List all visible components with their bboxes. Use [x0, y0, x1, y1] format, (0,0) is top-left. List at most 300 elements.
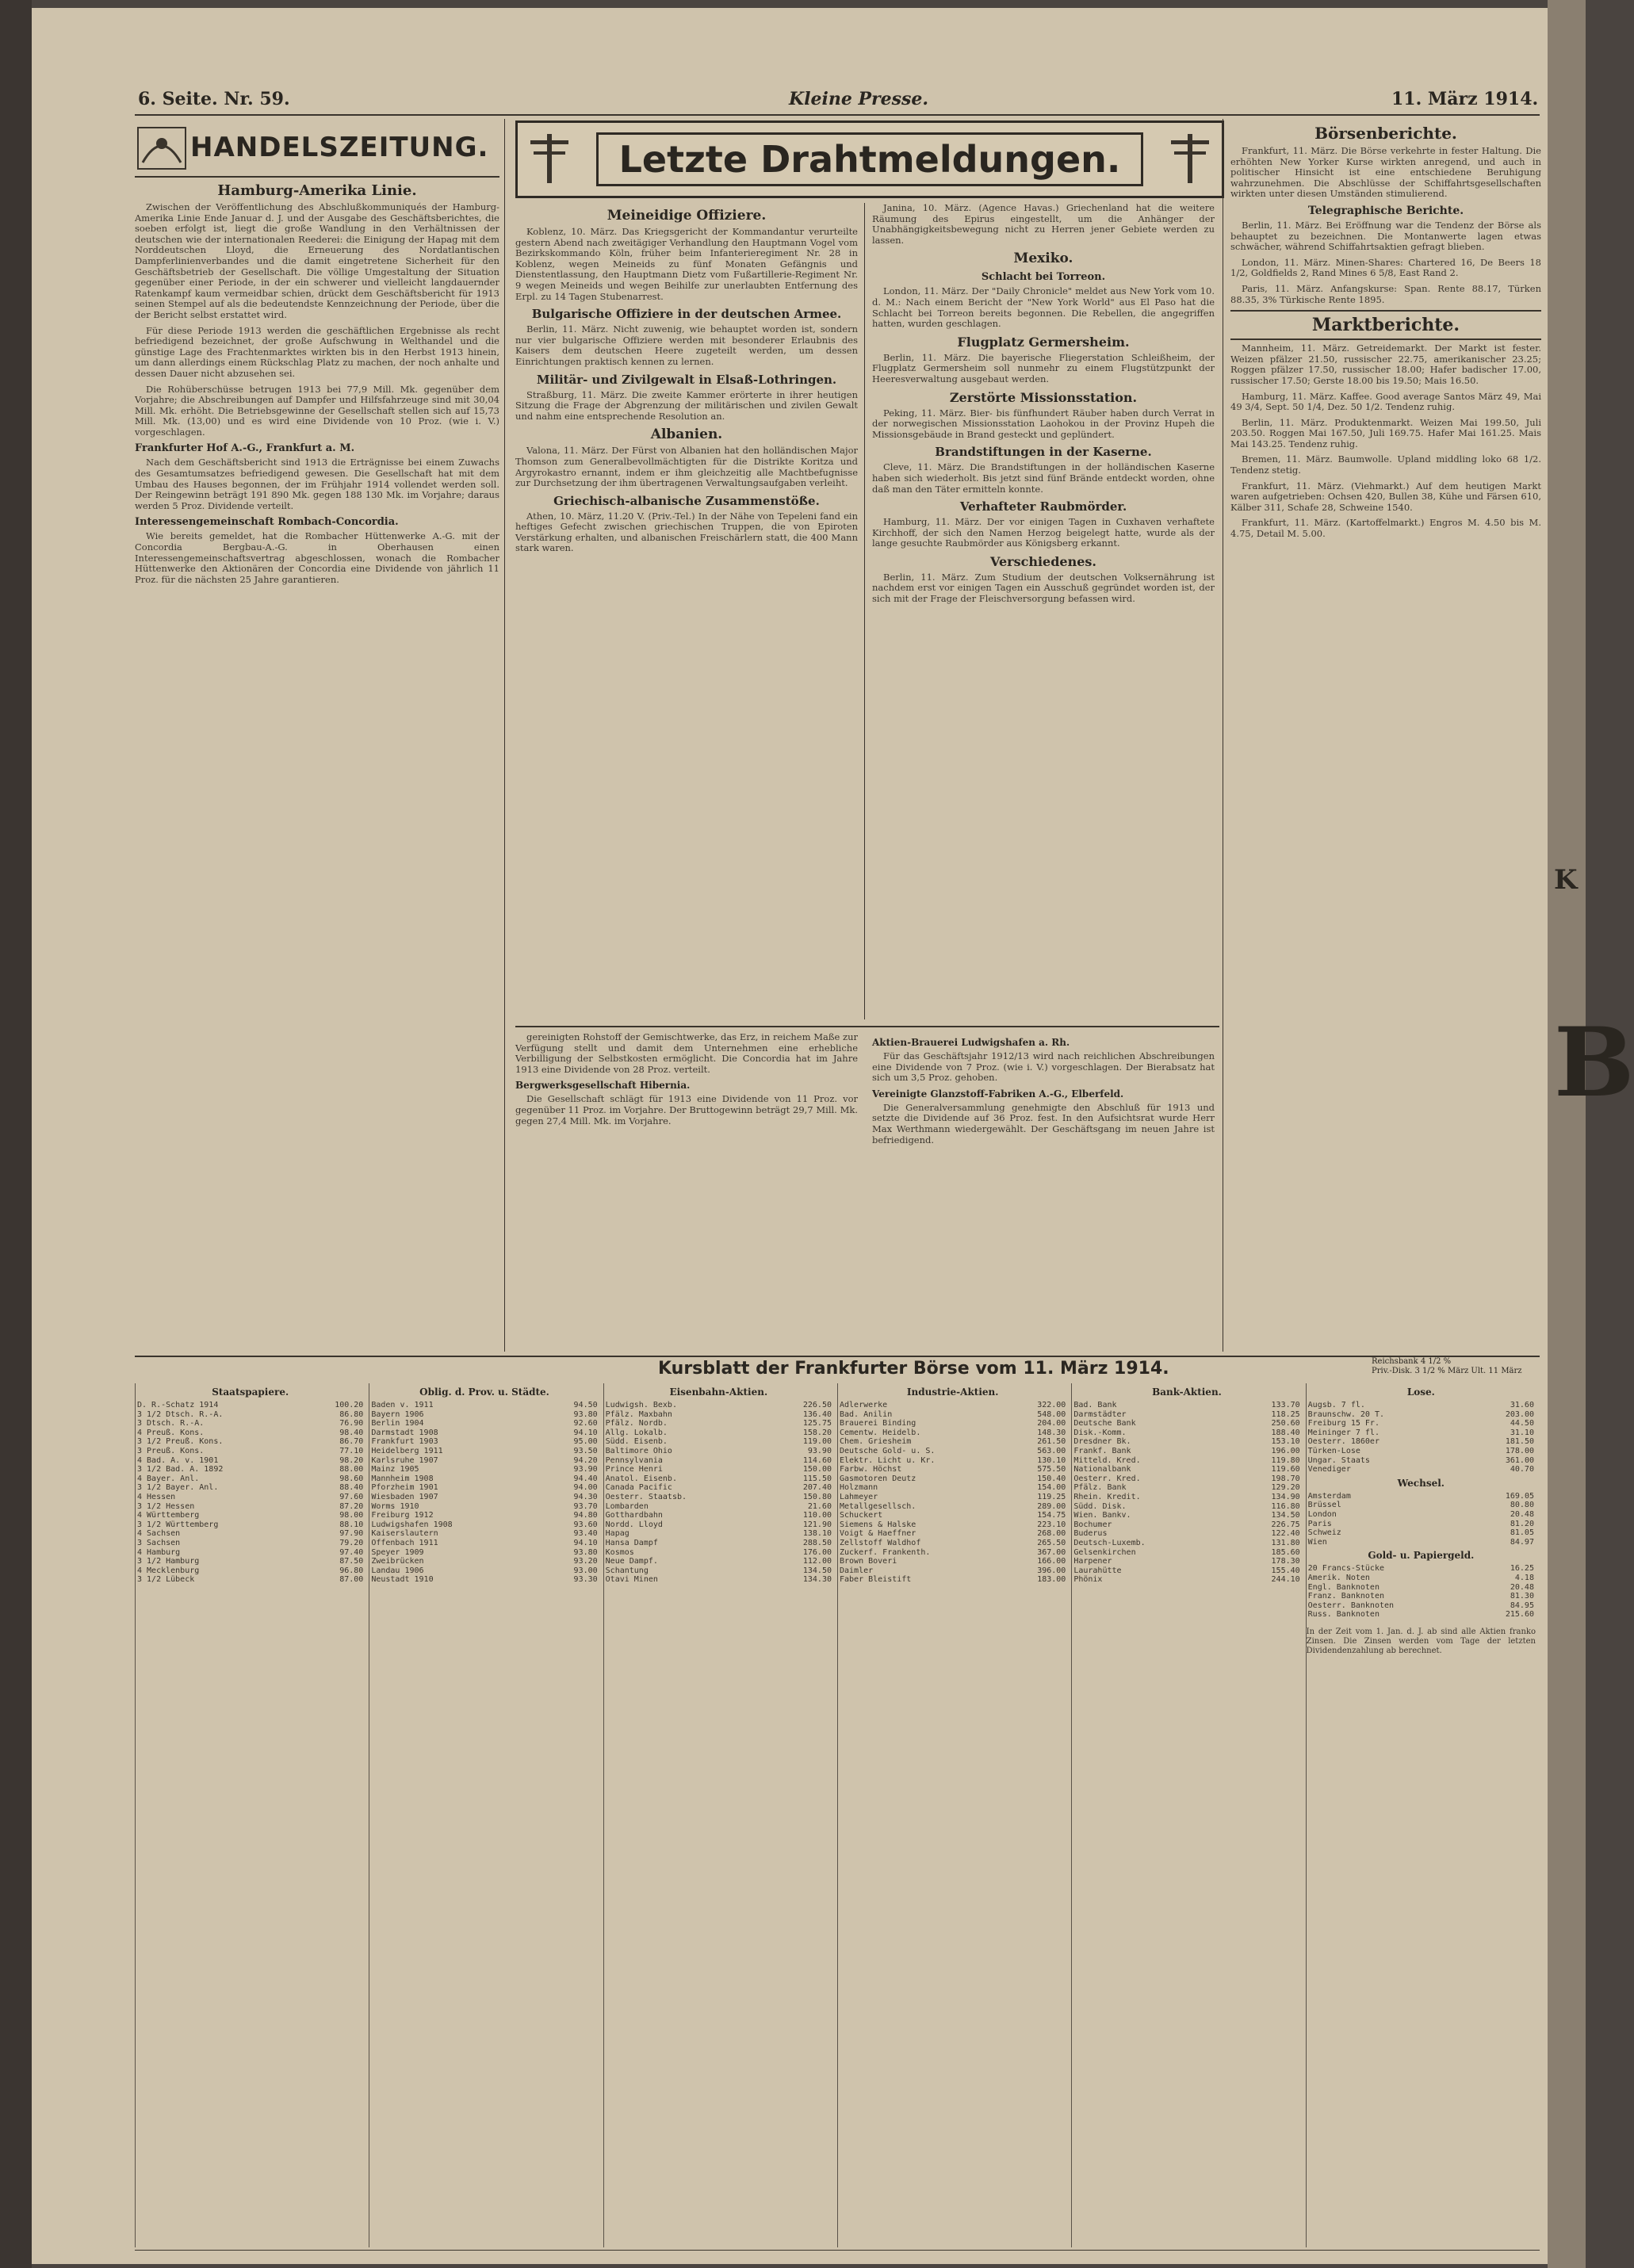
table-row — [369, 1465, 599, 1474]
column-drahtmeldungen-2 — [872, 203, 1215, 1019]
security-name: 3 Sachsen — [137, 1538, 181, 1547]
security-price: 176.00 — [802, 1547, 832, 1557]
article-body — [515, 324, 858, 367]
security-price: 86.70 — [339, 1437, 364, 1447]
security-name: Cementw. Heidelb. — [840, 1428, 921, 1437]
table-row — [1307, 1520, 1536, 1529]
table-row — [604, 1575, 833, 1585]
table-row — [136, 1539, 365, 1548]
security-price: 131.80 — [1271, 1538, 1300, 1547]
security-name: D. R.-Schatz 1914 — [137, 1401, 219, 1409]
security-price: 288.50 — [802, 1538, 832, 1547]
table-row — [604, 1428, 833, 1438]
table-row — [838, 1465, 1067, 1474]
table-row — [604, 1557, 833, 1566]
security-price: 81.20 — [1510, 1519, 1534, 1528]
security-name: Gasmotoren Deutz — [840, 1474, 916, 1483]
paragraph: Straßburg, 11. März. Die zweite Kammer erörterte in ihrer heutigen Sitzung die Frage der Abgrenzung der militärischen und zivilen Gewalt und nahm eine entsprechende Resolution an. — [515, 388, 858, 422]
kursblatt-column — [1306, 1383, 1536, 2247]
table-row — [369, 1483, 599, 1493]
security-price: 138.10 — [802, 1529, 832, 1539]
table-row — [369, 1548, 599, 1558]
security-price: 121.90 — [802, 1520, 832, 1529]
security-price: 125.75 — [802, 1419, 832, 1428]
security-price: 134.30 — [802, 1575, 832, 1585]
security-name: 4 Bad. A. v. 1901 — [137, 1455, 219, 1465]
table-row — [838, 1529, 1067, 1539]
facing-page-letter: K — [1554, 864, 1578, 896]
table-row — [604, 1520, 833, 1530]
table-row — [604, 1456, 833, 1466]
paragraph: Für diese Periode 1913 werden die geschäftlichen Ergebnisse als recht befriedigend bezeichnet, der große Aufschwung in Welthandel und die günstige Lage des Frachtenmarktes wirkten bis in den Herbst 1913 hinein, um dann allerdings einem Rückschlag Platz zu machen, der noch anhalte und dessen Dauer nicht abzusehen sei. — [135, 324, 499, 379]
table-row — [838, 1557, 1067, 1566]
table-row — [369, 1557, 599, 1566]
table-row — [838, 1566, 1067, 1576]
security-name: Oesterr. Staatsb. — [605, 1492, 687, 1501]
table-row — [604, 1465, 833, 1474]
table-row — [1307, 1456, 1536, 1466]
security-name: Braunschw. 20 T. — [1307, 1409, 1384, 1419]
security-price: 119.25 — [1037, 1492, 1066, 1501]
table-row — [136, 1428, 365, 1438]
security-price: 226.50 — [802, 1401, 832, 1409]
security-name: Südd. Disk. — [1073, 1501, 1127, 1511]
security-price: 136.40 — [802, 1409, 832, 1419]
kursblatt-column-title: Wechsel. — [1397, 1477, 1445, 1489]
security-name: Darmstädter — [1073, 1409, 1127, 1419]
security-name: 3 Dtsch. R.-A. — [137, 1419, 205, 1428]
security-price: 268.00 — [1037, 1529, 1066, 1539]
security-name: Pennsylvania — [605, 1455, 663, 1465]
security-price: 322.00 — [1037, 1401, 1066, 1409]
security-price: 87.50 — [339, 1557, 364, 1566]
paragraph: Die Gesellschaft schlägt für 1913 eine Dividende von 11 Proz. vor gegenüber 11 Proz. im Vorjahre. Der Bruttogewinn beträgt 29,7 Mill. Mk. gegen 27,4 Mill. Mk. im Vorjahre. — [515, 1093, 858, 1126]
security-price: 93.60 — [573, 1520, 598, 1529]
kursblatt-table — [136, 1401, 365, 1585]
security-name: Freiburg 15 Fr. — [1307, 1419, 1380, 1428]
newspaper-name: Kleine Presse. — [789, 89, 929, 109]
table-row — [1072, 1557, 1301, 1566]
article-body — [1230, 343, 1541, 540]
section-rule — [515, 1026, 1219, 1027]
table-row — [136, 1401, 365, 1410]
table-row — [136, 1520, 365, 1530]
security-name: Brauerei Binding — [840, 1419, 916, 1428]
security-name: Prince Henri — [605, 1465, 663, 1474]
security-price: 203.00 — [1505, 1409, 1534, 1419]
security-name: Amerik. Noten — [1307, 1573, 1370, 1582]
kursblatt-column-title: Gold- u. Papiergeld. — [1368, 1550, 1475, 1562]
security-price: 98.00 — [339, 1511, 364, 1520]
security-name: Landau 1906 — [371, 1566, 424, 1575]
article-body — [135, 202, 499, 438]
headline: Militär- und Zivilgewalt in Elsaß-Lothringen. — [536, 372, 837, 387]
security-name: 3 1/2 Preuß. Kons. — [137, 1437, 224, 1447]
headline: Griechisch-albanische Zusammenstöße. — [553, 493, 820, 508]
kursblatt-table — [1307, 1564, 1536, 1620]
security-name: Freiburg 1912 — [371, 1511, 434, 1520]
security-price: 93.30 — [573, 1575, 598, 1585]
security-price: 79.20 — [339, 1538, 364, 1547]
headline: Albanien. — [650, 426, 723, 443]
column-handelszeitung — [135, 119, 499, 1352]
table-row — [1307, 1538, 1536, 1547]
security-name: 3 1/2 Hamburg — [137, 1557, 200, 1566]
paragraph: Frankfurt, 11. März. (Kartoffelmarkt.) Engros M. 4.50 bis M. 4.75, Detail M. 5.00. — [1230, 517, 1541, 540]
security-name: Brown Boveri — [840, 1557, 897, 1566]
security-name: Paris — [1307, 1519, 1332, 1528]
security-price: 261.50 — [1037, 1437, 1066, 1447]
security-price: 98.20 — [339, 1455, 364, 1465]
security-name: Gotthardbahn — [605, 1511, 663, 1520]
security-name: Wien — [1307, 1537, 1327, 1547]
table-row — [838, 1401, 1067, 1410]
headline: Bulgarische Offiziere in der deutschen Armee. — [531, 307, 842, 322]
headline: Mexiko. — [1013, 251, 1073, 267]
table-row — [838, 1575, 1067, 1585]
security-price: 575.50 — [1037, 1465, 1066, 1474]
security-price: 93.80 — [573, 1409, 598, 1419]
table-row — [136, 1566, 365, 1576]
security-price: 367.00 — [1037, 1547, 1066, 1557]
security-name: 4 Hamburg — [137, 1547, 181, 1557]
headline: Hamburg-Amerika Linie. — [217, 182, 417, 199]
security-price: 181.50 — [1505, 1437, 1534, 1447]
security-price: 93.40 — [573, 1529, 598, 1539]
table-row — [838, 1437, 1067, 1447]
section-title: Letzte Drahtmeldungen. — [596, 132, 1144, 186]
kursblatt-table — [1072, 1401, 1301, 1585]
security-price: 96.80 — [339, 1566, 364, 1575]
security-name: Worms 1910 — [371, 1501, 419, 1511]
security-name: 4 Preuß. Kons. — [137, 1428, 205, 1437]
security-name: Adlerwerke — [840, 1401, 888, 1409]
headline: Telegraphische Berichte. — [1307, 204, 1464, 217]
security-name: Gelsenkirchen — [1073, 1547, 1136, 1557]
security-price: 134.50 — [802, 1566, 832, 1575]
kursblatt-table — [838, 1401, 1067, 1585]
article-body — [1230, 220, 1541, 305]
table-row — [369, 1456, 599, 1466]
security-price: 150.40 — [1037, 1474, 1066, 1483]
security-name: Zweibrücken — [371, 1557, 424, 1566]
security-name: Baden v. 1911 — [371, 1401, 434, 1409]
kursblatt-column-title: Eisenbahn-Aktien. — [669, 1386, 768, 1398]
security-price: 289.00 — [1037, 1501, 1066, 1511]
paragraph: Hamburg, 11. März. Der vor einigen Tagen in Cuxhaven verhaftete Kirchhoff, der sich den Namen Herzog beigelegt hatte, wurde als der lange gesuchte Raubmörder aus Königsberg erkannt. — [872, 516, 1215, 549]
table-row — [1072, 1548, 1301, 1558]
table-row — [1072, 1401, 1301, 1410]
table-row — [136, 1529, 365, 1539]
article-body — [872, 572, 1215, 605]
security-price: 119.00 — [802, 1437, 832, 1447]
kursblatt-table — [369, 1401, 599, 1585]
table-row — [369, 1428, 599, 1438]
security-name: Deutsch-Luxemb. — [1073, 1538, 1146, 1547]
table-row — [838, 1447, 1067, 1456]
table-row — [136, 1419, 365, 1428]
paragraph: Paris, 11. März. Anfangskurse: Span. Rente 88.17, Türken 88.35, 3% Türkische Rente 1895. — [1230, 282, 1541, 305]
table-row — [1307, 1592, 1536, 1601]
paragraph: Wie bereits gemeldet, hat die Rombacher Hüttenwerke A.-G. mit der Concordia Bergbau-A.-G. in Oberhausen einen Interessengemeinschaftsvertrag abgeschlossen, wonach die Rombacher Hüttenwerke den Aktionären der Concordia eine Dividende von jährlich 11 Proz. für die nächsten 25 Jahre garantieren. — [135, 530, 499, 585]
security-name: Berlin 1904 — [371, 1419, 424, 1428]
security-name: 4 Hessen — [137, 1492, 176, 1501]
security-price: 93.80 — [573, 1547, 598, 1557]
issue-date: 11. März 1914. — [1391, 89, 1539, 109]
security-price: 81.30 — [1510, 1592, 1534, 1601]
table-row — [369, 1437, 599, 1447]
handelszeitung-header — [135, 119, 499, 178]
table-row — [369, 1410, 599, 1420]
paragraph: Berlin, 11. März. Produktenmarkt. Weizen Mai 199.50, Juli 203.50. Roggen Mai 167.50, Juli 169.75. Hafer Mai 161.25. Mais Mai 143.25. Tendenz ruhig. — [1230, 416, 1541, 449]
article-body — [515, 390, 858, 423]
security-name: Bad. Anilin — [840, 1409, 893, 1419]
kursblatt-top-rule — [135, 1356, 1540, 1357]
security-price: 188.40 — [1271, 1428, 1300, 1437]
paragraph: Berlin, 11. März. Nicht zuwenig, wie behauptet worden ist, sondern nur vier bulgarische Offiziere werden mit besonderer Erlaubnis des Kaisers dem deutschen Heere zugeteilt werden, um dessen Einrichtungen praktisch kennen zu lernen. — [515, 323, 858, 367]
headline: Zerstörte Missionsstation. — [949, 389, 1138, 405]
table-row — [604, 1539, 833, 1548]
security-price: 87.20 — [339, 1501, 364, 1511]
article-body — [872, 1051, 1215, 1084]
security-price: 185.60 — [1271, 1547, 1300, 1557]
article-body — [515, 446, 858, 488]
table-row — [369, 1529, 599, 1539]
paragraph: Nach dem Geschäftsbericht sind 1913 die Erträgnisse bei einem Zuwachs des Gesamtumsatzes befriedigend gewesen. Die Gesellschaft hat mit dem Umbau des Hauses begonnen, der im Frühjahr 1914 vollendet werden soll. Der Reingewinn beträgt 191 890 Mk. gegen 188 130 Mk. im Vorjahre; daraus werden 5 Proz. Dividende verteilt. — [135, 457, 499, 511]
table-row — [369, 1474, 599, 1484]
table-row — [1307, 1583, 1536, 1593]
security-price: 86.80 — [339, 1409, 364, 1419]
article-body — [515, 1094, 858, 1126]
security-price: 77.10 — [339, 1446, 364, 1455]
table-row — [1307, 1528, 1536, 1538]
table-row — [838, 1548, 1067, 1558]
paragraph: Für das Geschäftsjahr 1912/13 wird nach reichlichen Abschreibungen eine Dividende von 7 Proz. (wie i. V.) vorgeschlagen. Der Bierabsatz hat sich um 3,5 Proz. gehoben. — [872, 1050, 1215, 1084]
table-row — [838, 1474, 1067, 1484]
security-name: Otavi Minen — [605, 1575, 658, 1585]
article-body — [872, 353, 1215, 385]
paragraph: Cleve, 11. März. Die Brandstiftungen in der holländischen Kaserne haben sich wiederholt. Bis jetzt sind fünf Brände entdeckt worden, ohne daß man den Täter ermitteln konnte. — [872, 461, 1215, 495]
security-price: 92.60 — [573, 1419, 598, 1428]
table-row — [604, 1511, 833, 1520]
security-price: 223.10 — [1037, 1520, 1066, 1529]
security-name: Mitteld. Kred. — [1073, 1455, 1141, 1465]
table-row — [604, 1483, 833, 1493]
security-name: 4 Mecklenburg — [137, 1566, 200, 1575]
security-price: 154.00 — [1037, 1483, 1066, 1493]
security-price: 178.30 — [1271, 1557, 1300, 1566]
security-price: 44.50 — [1510, 1419, 1534, 1428]
table-row — [1307, 1501, 1536, 1510]
table-row — [838, 1520, 1067, 1530]
security-name: Ludwigshafen 1908 — [371, 1520, 453, 1529]
paragraph: Frankfurt, 11. März. (Viehmarkt.) Auf dem heutigen Markt waren aufgetrieben: Ochsen 420, Bullen 38, Kühe und Färsen 610, Kälber 311, Schafe 28, Schweine 1540. — [1230, 480, 1541, 513]
table-row — [604, 1548, 833, 1558]
kursblatt-table — [1307, 1492, 1536, 1547]
headline: Aktien-Brauerei Ludwigshafen a. Rh. — [872, 1037, 1070, 1048]
table-row — [604, 1502, 833, 1512]
table-row — [1072, 1465, 1301, 1474]
table-row — [369, 1520, 599, 1530]
paragraph: London, 11. März. Der "Daily Chronicle" meldet aus New York vom 10. d. M.: Nach einem Bericht der "New York World" aus El Paso hat die Schlacht bei Torreon bereits begonnen. Die Rebellen, die angegriffen hatten, wurden geschlagen. — [872, 285, 1215, 330]
table-row — [136, 1456, 365, 1466]
security-name: Russ. Banknoten — [1307, 1610, 1380, 1620]
security-price: 110.00 — [802, 1511, 832, 1520]
security-name: Schantung — [605, 1566, 649, 1575]
table-row — [1307, 1419, 1536, 1428]
kursblatt-column-title: Bank-Aktien. — [1152, 1386, 1222, 1398]
security-name: Lombarden — [605, 1501, 649, 1511]
security-price: 88.10 — [339, 1520, 364, 1529]
security-price: 4.18 — [1514, 1573, 1534, 1582]
table-row — [1307, 1428, 1536, 1438]
security-name: Darmstadt 1908 — [371, 1428, 438, 1437]
security-price: 40.70 — [1510, 1465, 1534, 1474]
security-price: 80.80 — [1510, 1501, 1534, 1510]
bank-rate: Reichsbank 4 1/2 % — [1372, 1357, 1452, 1366]
table-row — [838, 1410, 1067, 1420]
security-price: 396.00 — [1037, 1566, 1066, 1575]
security-price: 94.10 — [573, 1428, 598, 1437]
kursblatt-column-title: Staatspapiere. — [212, 1386, 289, 1398]
security-name: Bad. Bank — [1073, 1401, 1117, 1409]
table-row — [604, 1566, 833, 1576]
table-row — [1072, 1483, 1301, 1493]
table-row — [838, 1483, 1067, 1493]
table-row — [136, 1511, 365, 1520]
security-price: 94.10 — [573, 1538, 598, 1547]
security-name: Pfälz. Maxbahn — [605, 1409, 672, 1419]
kursblatt-column — [837, 1383, 1067, 2247]
security-price: 20.48 — [1510, 1509, 1534, 1519]
security-price: 95.00 — [573, 1437, 598, 1447]
security-price: 93.00 — [573, 1566, 598, 1575]
telegraph-pole-icon — [1166, 131, 1214, 186]
security-name: London — [1307, 1509, 1337, 1519]
article-body — [1230, 146, 1541, 200]
security-name: Hapag — [605, 1529, 629, 1539]
security-name: Amsterdam — [1307, 1491, 1351, 1501]
headline: Verhafteter Raubmörder. — [959, 499, 1127, 514]
security-price: 97.90 — [339, 1529, 364, 1539]
headline: Interessengemeinschaft Rombach-Concordia. — [135, 516, 399, 529]
security-name: Bochumer — [1073, 1520, 1112, 1529]
security-name: Kosmos — [605, 1547, 634, 1557]
security-price: 207.40 — [802, 1483, 832, 1493]
security-name: Offenbach 1911 — [371, 1538, 438, 1547]
security-price: 153.10 — [1271, 1437, 1300, 1447]
security-name: Voigt & Haeffner — [840, 1529, 916, 1539]
security-price: 87.00 — [339, 1575, 364, 1585]
paragraph: Janina, 10. März. (Agence Havas.) Griechenland hat die weitere Räumung des Epirus eingestellt, um die Anhänger der Unabhängigkeitsbewegung nicht zu Herren jener Gebiete werden zu lassen. — [872, 202, 1215, 246]
column-boersenberichte — [1230, 119, 1541, 1352]
security-price: 226.75 — [1271, 1520, 1300, 1529]
table-row — [369, 1401, 599, 1410]
security-name: 3 1/2 Bad. A. 1892 — [137, 1465, 224, 1474]
table-row — [604, 1493, 833, 1502]
table-row — [136, 1474, 365, 1484]
security-name: Frankf. Bank — [1073, 1446, 1131, 1455]
security-price: 166.00 — [1037, 1557, 1066, 1566]
subheadline: Schlacht bei Torreon. — [981, 271, 1106, 284]
table-row — [1072, 1566, 1301, 1576]
security-name: Canada Pacific — [605, 1483, 672, 1493]
paragraph: Frankfurt, 11. März. Die Börse verkehrte in fester Haltung. Die erhöhten New Yorker Kurse wirkten anregend, und auch in politischer Hinsicht ist eine entschiedene Beruhigung wahrzunehmen. Die Abschlüsse der Schiffahrtsgesellschaften wirkten unter diesen Umständen stimulierend. — [1230, 145, 1541, 200]
security-price: 115.50 — [802, 1474, 832, 1483]
table-row — [369, 1575, 599, 1585]
security-name: Rhein. Kredit. — [1073, 1492, 1141, 1501]
security-name: 3 1/2 Württemberg — [137, 1520, 219, 1529]
security-price: 98.60 — [339, 1474, 364, 1483]
headline: Meineidige Offiziere. — [607, 208, 767, 224]
security-name: Elektr. Licht u. Kr. — [840, 1455, 936, 1465]
table-row — [369, 1566, 599, 1576]
article-body — [872, 286, 1215, 329]
security-name: Zuckerf. Frankenth. — [840, 1547, 931, 1557]
security-name: Venediger — [1307, 1465, 1351, 1474]
kursblatt-table — [1307, 1401, 1536, 1474]
page-number: 6. Seite. Nr. 59. — [138, 89, 290, 109]
security-name: Buderus — [1073, 1529, 1108, 1539]
security-name: Mannheim 1908 — [371, 1474, 434, 1483]
security-name: Harpener — [1073, 1557, 1112, 1566]
table-row — [1307, 1564, 1536, 1574]
security-price: 118.25 — [1271, 1409, 1300, 1419]
table-row — [1072, 1511, 1301, 1520]
security-name: 3 1/2 Lübeck — [137, 1575, 195, 1585]
security-price: 98.40 — [339, 1428, 364, 1437]
security-name: Pfälz. Nordb. — [605, 1419, 668, 1428]
security-price: 93.50 — [573, 1446, 598, 1455]
table-row — [1072, 1419, 1301, 1428]
security-name: Nationalbank — [1073, 1465, 1131, 1474]
security-price: 265.50 — [1037, 1538, 1066, 1547]
security-price: 88.40 — [339, 1483, 364, 1493]
kursblatt-column — [369, 1383, 599, 2247]
security-name: Deutsche Gold- u. S. — [840, 1446, 936, 1455]
table-row — [136, 1502, 365, 1512]
paragraph: Peking, 11. März. Bier- bis fünfhundert Räuber haben durch Verrat in der norwegischen Missionsstation Laohokou in der Provinz Hupeh die Missionsgebäude in Brand gesteckt und geplündert. — [872, 407, 1215, 440]
security-name: Bayern 1906 — [371, 1409, 424, 1419]
security-name: Speyer 1909 — [371, 1547, 424, 1557]
section-title: HANDELSZEITUNG. — [190, 132, 489, 163]
table-row — [369, 1419, 599, 1428]
kursblatt-footnote: In der Zeit vom 1. Jan. d. J. ab sind alle Aktien franko Zinsen. Die Zinsen werden vom Tage der letzten Dividendenzahlung ab berechnet. — [1306, 1627, 1536, 1655]
table-row — [604, 1474, 833, 1484]
paragraph: Athen, 10. März, 11.20 V. (Priv.-Tel.) In der Nähe von Tepeleni fand ein heftiges Gefecht zwischen griechischen Truppen, die von Epiroten Verstärkung erhalten, und albanischen Freischärlern statt, die 400 Mann stark waren. — [515, 510, 858, 554]
table-row — [838, 1539, 1067, 1548]
table-row — [136, 1483, 365, 1493]
table-row — [136, 1575, 365, 1585]
security-name: Dresdner Bk. — [1073, 1437, 1131, 1447]
security-price: 93.90 — [573, 1465, 598, 1474]
column-rule — [864, 203, 865, 1019]
security-name: Oesterr. Banknoten — [1307, 1601, 1395, 1610]
article-body — [515, 227, 858, 302]
security-price: 250.60 — [1271, 1419, 1300, 1428]
security-name: Pfälz. Bank — [1073, 1483, 1127, 1493]
security-price: 94.50 — [573, 1401, 598, 1409]
table-row — [1307, 1465, 1536, 1474]
security-price: 97.60 — [339, 1492, 364, 1501]
kursblatt-bottom-rule — [135, 2250, 1540, 2251]
paragraph: Bremen, 11. März. Baumwolle. Upland middling loko 68 1/2. Tendenz stetig. — [1230, 453, 1541, 476]
security-name: Lahmeyer — [840, 1492, 878, 1501]
table-row — [1072, 1437, 1301, 1447]
security-price: 116.80 — [1271, 1501, 1300, 1511]
paragraph: Valona, 11. März. Der Fürst von Albanien hat den holländischen Major Thomson zum Generalbevollmächtigten für die Distrikte Koritza und Argyrokastro ernannt, indem er ihm gleichzeitig alle Machtbefugnisse zur Durchsetzung der ihm übertragenen Verwaltungsaufgaben verleiht. — [515, 445, 858, 489]
table-row — [1072, 1539, 1301, 1548]
